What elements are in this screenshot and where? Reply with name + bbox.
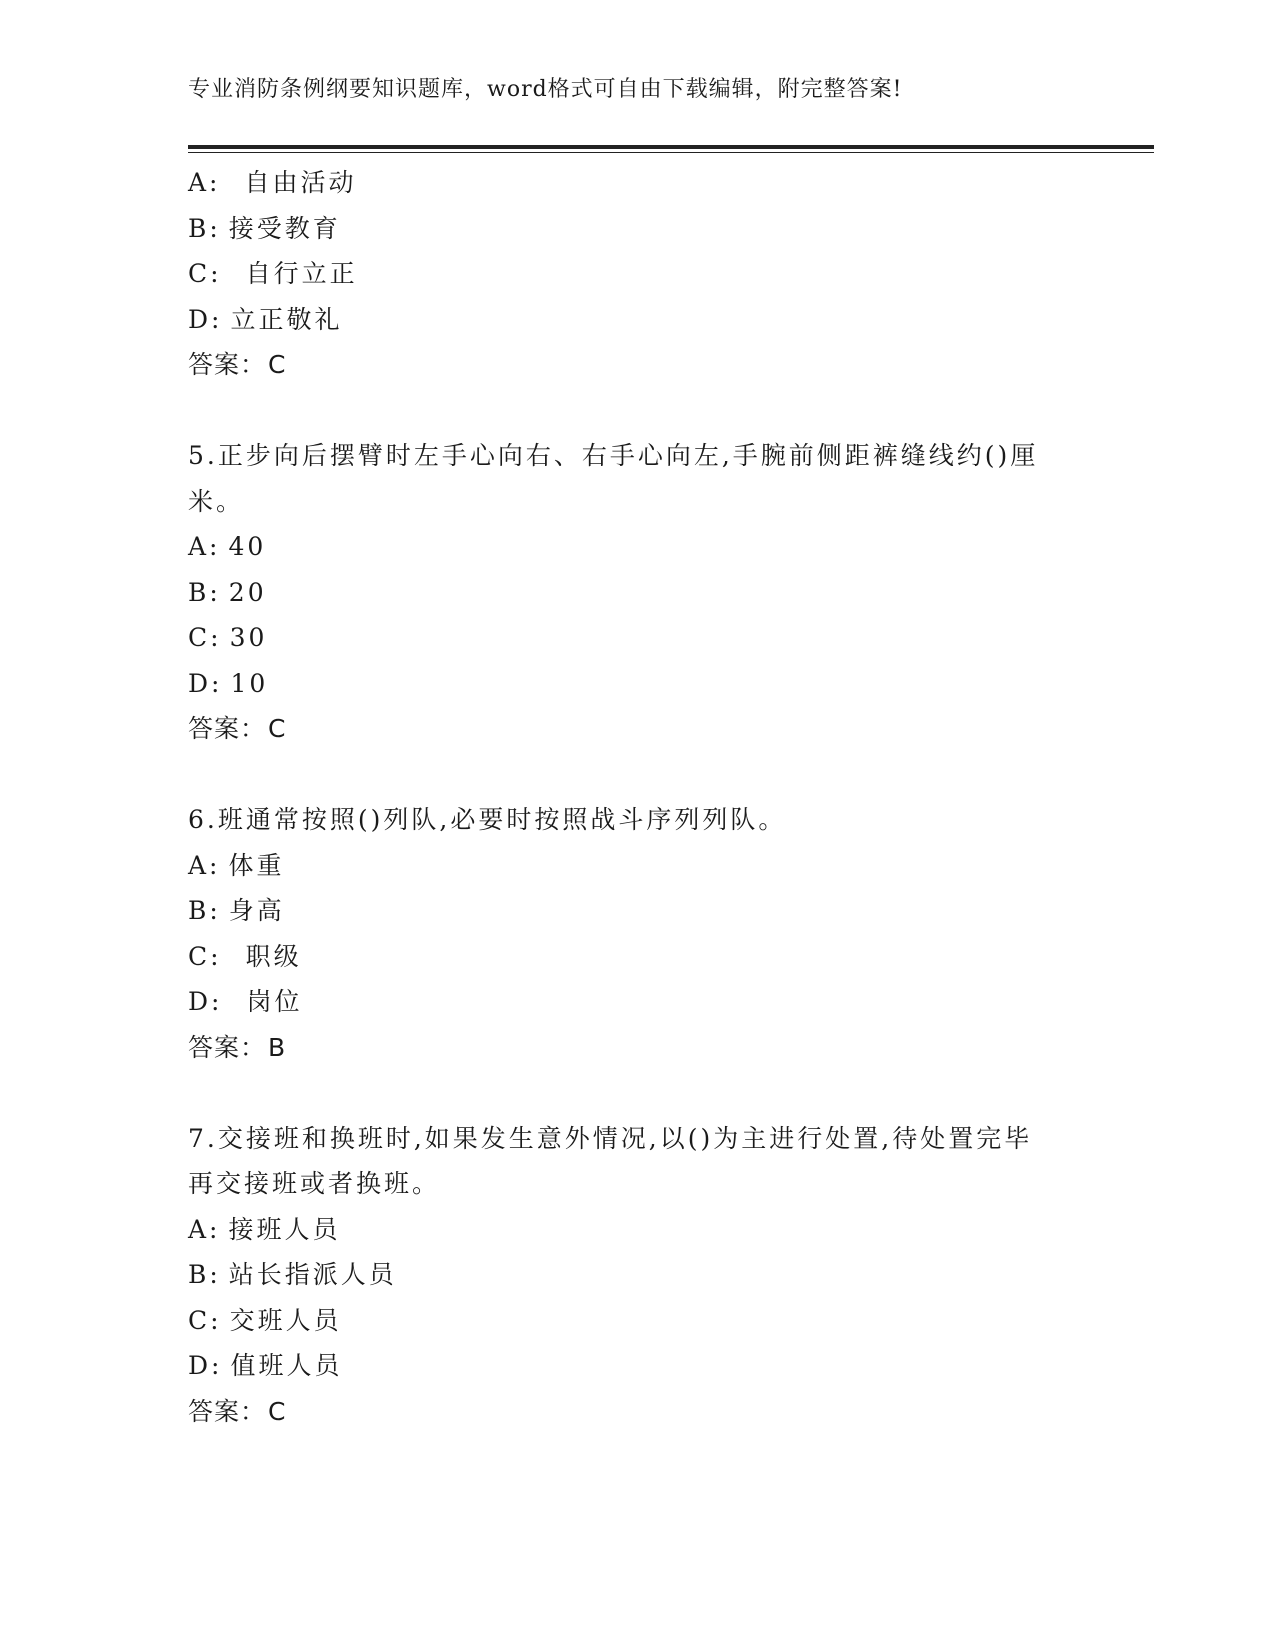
option-d: D: 立正敬礼 [188,304,343,334]
option-b: B: 站长指派人员 [188,1260,397,1289]
option-a: A: 体重 [188,850,285,880]
answer-line: 答案：C [188,1396,287,1426]
question-list [188,160,1088,1434]
question-block-7 [188,1116,1088,1435]
answer-value: B [268,1032,287,1062]
page-header: 专业消防条例纲要知识题库，word格式可自由下载编辑，附完整答案! [188,77,903,102]
option-text: 10 [230,668,269,698]
answer-line: 答案：C [188,350,287,379]
option-text: 站长指派人员 [228,1260,397,1289]
header-divider-thin [188,152,1154,153]
option-a: A: 40 [188,532,267,561]
option-text: 立正敬礼 [230,304,343,334]
header-divider-thick [188,145,1154,149]
option-text: 40 [228,532,267,561]
question-text: 7.交接班和换班时,如果发生意外情况,以()为主进行处置,待处置完毕 再交接班或者换班。 [188,1123,1033,1198]
option-c: C: 交班人员 [188,1305,342,1335]
answer-line: 答案：C [188,714,287,743]
option-b: B: 20 [188,577,267,607]
option-text: 身高 [228,896,285,925]
question-text: 5.正步向后摆臂时左手心向右、右手心向左,手腕前侧距裤缝线约()厘 米。 [188,441,1039,516]
spacer [188,1070,1088,1116]
option-d: D: 10 [188,668,269,698]
question-text: 6.班通常按照()列队,必要时按照战斗序列列队。 [188,805,787,834]
question-block-4 [188,160,1088,388]
option-text: 交班人员 [229,1305,342,1335]
option-d: D: 岗位 [188,987,303,1016]
option-a: A: 自由活动 [188,168,357,197]
option-text: 自由活动 [244,168,357,197]
option-text: 接受教育 [228,213,341,243]
option-text: 20 [228,577,267,607]
spacer [188,388,1088,434]
spacer [188,752,1088,798]
question-block-6 [188,797,1088,1070]
option-text: 接班人员 [228,1214,341,1244]
answer-line: 答案：B [188,1032,287,1062]
option-b: B: 接受教育 [188,213,341,243]
option-text: 值班人员 [230,1351,343,1380]
option-b: B: 身高 [188,896,285,925]
option-text: 体重 [228,850,285,880]
answer-value: C [268,714,287,743]
answer-value: C [268,350,287,379]
option-c: C: 30 [188,623,268,652]
option-c: C: 自行立正 [188,259,358,288]
option-text: 岗位 [246,987,303,1016]
option-text: 自行立正 [245,259,358,288]
answer-value: C [268,1396,287,1426]
option-text: 职级 [245,941,302,971]
option-c: C: 职级 [188,941,302,971]
option-a: A: 接班人员 [188,1214,341,1244]
option-text: 30 [229,623,268,652]
option-d: D: 值班人员 [188,1351,343,1380]
question-block-5 [188,433,1088,752]
